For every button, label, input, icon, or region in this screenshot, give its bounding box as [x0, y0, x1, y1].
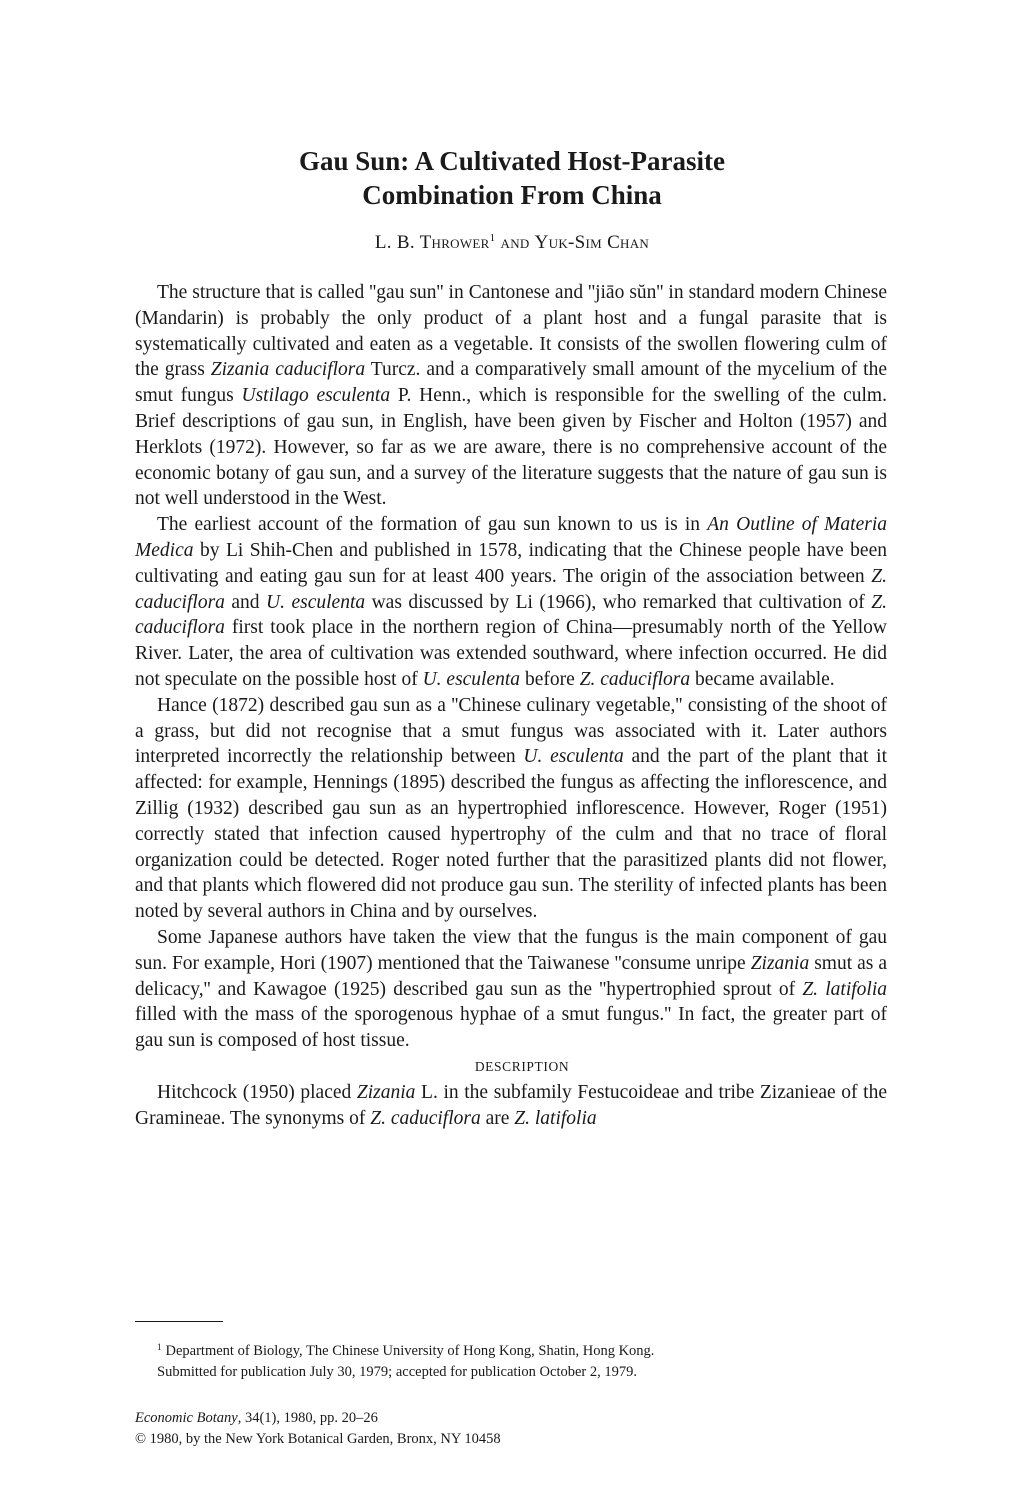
journal-citation	[135, 1408, 855, 1429]
text-run: Some Japanese authors have taken the view that the fungus is the main component of gau sun. For example, Hori (1907) mentioned that the Taiwanese ''consume unripe	[135, 926, 887, 974]
author-conjunction: and	[500, 232, 530, 253]
text-run: first took place in the northern region of China—presumably north of the Yellow River. Later, the area of cultivation was extended southward, where infection occurred. He did not speculate on the possible host of	[135, 617, 887, 690]
text-run: filled with the mass of the sporogenous hyphae of a smut fungus.'' In fact, the greater part of gau sun is composed of host tissue.	[135, 1004, 887, 1052]
footnote-marker: 1	[157, 1342, 162, 1352]
species-name: U. esculenta	[523, 746, 624, 768]
species-name: Z. latifolia	[802, 978, 887, 1000]
article-title-line-1: Gau Sun: A Cultivated Host-Parasite	[298, 146, 726, 176]
book-title: An Outline of Materia Medica	[135, 514, 887, 561]
species-name: U. esculenta	[266, 591, 366, 613]
species-name: Z. caduciflora	[370, 1107, 481, 1129]
species-name: Z. caduciflora	[579, 668, 691, 690]
species-name: Z. caduciflora	[135, 591, 887, 639]
copyright-notice: © 1980, by the New York Botanical Garden, Bronx, NY 10458	[135, 1431, 501, 1447]
footnote-affiliation-text: Department of Biology, The Chinese University of Hong Kong, Shatin, Hong Kong.	[165, 1343, 655, 1359]
body-paragraph-3	[135, 693, 887, 925]
species-name: U. esculenta	[422, 668, 521, 690]
body-paragraph-4	[135, 925, 887, 1054]
text-run: Hitchcock (1950) placed	[157, 1081, 357, 1103]
journal-volume-pages: , 34(1), 1980, pp. 20–26	[237, 1410, 378, 1426]
text-run: was discussed by Li (1966), who remarked that cultivation of	[365, 591, 872, 613]
species-name: Ustilago esculenta	[241, 385, 391, 407]
text-run: Turcz. and a comparatively small amount of the mycelium of the smut fungus	[135, 359, 888, 407]
text-run: L. in the subfamily Festucoideae and tribe Zizanieae of the Gramineae. The synonyms of	[135, 1081, 887, 1129]
article-title-line-2: Combination From China	[362, 180, 662, 210]
text-run: are	[480, 1107, 515, 1129]
article-title	[0, 144, 1024, 212]
body-paragraph-5	[135, 1080, 887, 1132]
author-1-name: L. B. Thrower	[374, 232, 490, 253]
text-run: The structure that is called ''gau sun'' in Cantonese and ''jiāo sŭn'' in standard modern Chinese (Mandarin) is probably the only product of a plant host and a fungal parasite that is systematically cultivated and eaten as a vegetable. It consists of the swollen flowering culm of the grass	[135, 282, 887, 381]
footnote-affiliation	[157, 1337, 877, 1362]
author-2-name: Yuk-Sim Chan	[534, 232, 650, 253]
text-run: by Li Shih-Chen and published in 1578, indicating that the Chinese people have been cultivating and eating gau sun for at least 400 years. The origin of the association between	[135, 539, 887, 587]
species-name: Zizania	[750, 952, 810, 974]
author-1-footnote-marker: 1	[489, 232, 496, 244]
author-byline	[0, 232, 1024, 254]
body-paragraph-2	[135, 512, 887, 693]
footnote-submission: Submitted for publication July 30, 1979; accepted for publication October 2, 1979.	[157, 1364, 638, 1380]
journal-name: Economic Botany	[135, 1410, 238, 1426]
body-paragraph-1	[135, 280, 887, 512]
text-run: smut as a delicacy,'' and Kawagoe (1925) described gau sun as the ''hypertrophied sprout of	[135, 952, 888, 1000]
text-run: P. Henn., which is responsible for the swelling of the culm. Brief descriptions of gau sun, in English, have been given by Fischer and Holton (1957) and Herklots (1972). However, so far as we are aware, there is no comprehensive account of the economic botany of gau sun, and a survey of the literature suggests that the nature of gau sun is not well understood in the West.	[135, 385, 887, 510]
text-run: and the part of the plant that it affected: for example, Hennings (1895) described the fungus as affecting the inflorescence, and Zillig (1932) described gau sun as an hypertrophied inflorescence. However, Roger (1951) correctly stated that infection caused hypertrophy of the culm and that no trace of floral organization could be detected. Roger noted further that the parasitized plants did not flower, and that plants which flowered did not produce gau sun. The sterility of infected plants has been noted by several authors in China and by ourselves.	[135, 746, 887, 923]
journal-info	[135, 1408, 855, 1450]
text-run: became available.	[690, 668, 835, 690]
species-name: Z. latifolia	[514, 1107, 597, 1129]
species-name: Z. caduciflora	[135, 565, 887, 613]
text-run: Hance (1872) described gau sun as a ''Chinese culinary vegetable,'' consisting of the shoot of a grass, but did not recognise that a smut fungus was associated with it. Later authors interpreted incorrectly the relationship between	[135, 694, 887, 768]
species-name: Zizania caduciflora	[210, 359, 366, 381]
text-run: before	[520, 668, 580, 690]
text-run: and	[224, 591, 267, 613]
text-run: The earliest account of the formation of gau sun known to us is in	[157, 514, 708, 536]
species-name: Zizania	[356, 1081, 416, 1103]
article-body	[135, 280, 887, 1131]
footnotes	[157, 1337, 877, 1383]
footnote-divider	[135, 1321, 223, 1322]
section-heading: DESCRIPTION	[474, 1058, 570, 1074]
